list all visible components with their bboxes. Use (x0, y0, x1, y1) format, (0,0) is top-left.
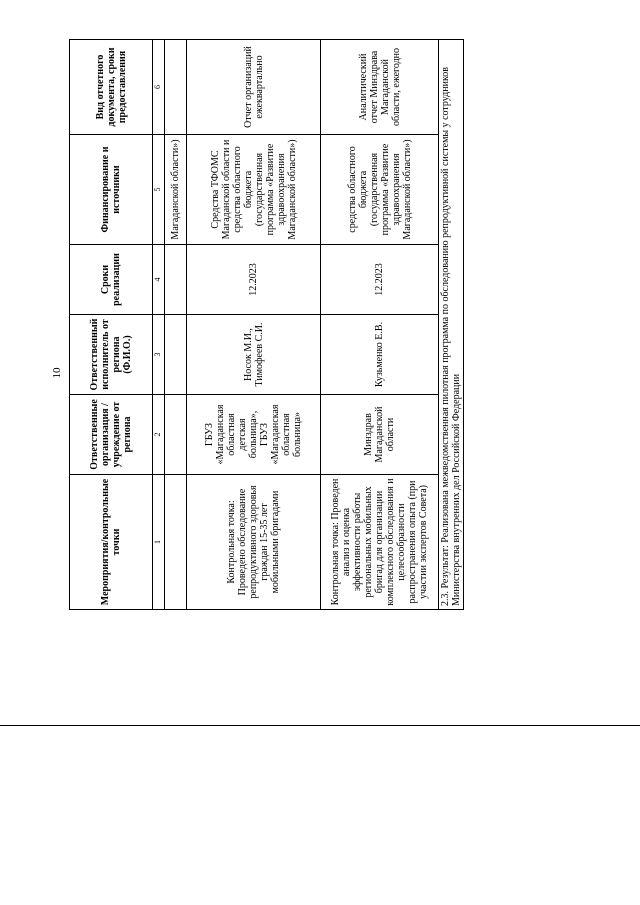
header-financing: Финансирование и источники (70, 135, 153, 245)
activities-table (69, 39, 464, 610)
table-cell (165, 395, 187, 475)
table-cell (165, 315, 187, 395)
cell-event: Контрольная точка: Проведено обследование репродуктивного здоровья граждан 15-35 лет мобильными бригадами (187, 475, 321, 610)
column-number: 4 (153, 245, 165, 315)
table-cell (165, 475, 187, 610)
cell-executor: Кузьменко Е.В. (321, 315, 439, 395)
table-cell (165, 40, 187, 135)
cell-organization: ГБУЗ «Магаданская областная детская больница», ГБУЗ «Магаданская областная больница» (187, 395, 321, 475)
rotated-table-wrapper (69, 40, 462, 610)
column-number: 5 (153, 135, 165, 245)
cell-financing: средства областного бюджета (государственная программа «Развитие здравоохранения Магаданской области») (321, 135, 439, 245)
table-row (321, 40, 439, 610)
cell-deadline: 12.2023 (321, 245, 439, 315)
header-deadline: Сроки реализации (70, 245, 153, 315)
column-number: 3 (153, 315, 165, 395)
column-number: 1 (153, 475, 165, 610)
table-cell-financing: Магаданской области») (165, 135, 187, 245)
table-row (187, 40, 321, 610)
table-cell (165, 245, 187, 315)
column-number: 2 (153, 395, 165, 475)
page-number: 10 (51, 367, 63, 379)
cell-deadline: 12.2023 (187, 245, 321, 315)
column-number: 6 (153, 40, 165, 135)
cell-report: Отчет организаций ежеквартально (187, 40, 321, 135)
cell-financing: Средства ТФОМС Магаданской области и средства областного бюджета (государственная программа «Развитие здравоохранения Магаданской области») (187, 135, 321, 245)
header-row (70, 40, 153, 610)
header-events: Мероприятия/контрольные точки (70, 475, 153, 610)
result-row (439, 40, 464, 610)
cell-event: Контрольная точка: Проведен анализ и оценка эффективности работы региональных мобильных бригад для организации комплексного обследования и целесообразности распространения опыта (при участии экспертов Совета) (321, 475, 439, 610)
horizontal-rule (0, 725, 640, 726)
result-text: 2.3. Результат: Реализована межведомственная пилотная программа по обследованию репродуктивной системы у сотрудников Министерства внутренних дел Российской Федерации (439, 40, 464, 610)
cell-report: Аналитический отчет Минздрава Магаданской области, ежегодно (321, 40, 439, 135)
header-organization: Ответственные организация / учреждение от региона (70, 395, 153, 475)
cell-organization: Минздрав Магаданской области (321, 395, 439, 475)
continued-row (165, 40, 187, 610)
column-number-row (153, 40, 165, 610)
header-executor: Ответственный исполнитель от региона (Ф.И.О.) (70, 315, 153, 395)
header-report: Вид отчетного документа, сроки предоставления (70, 40, 153, 135)
cell-executor: Носок М.И., Тимофеев С.И. (187, 315, 321, 395)
